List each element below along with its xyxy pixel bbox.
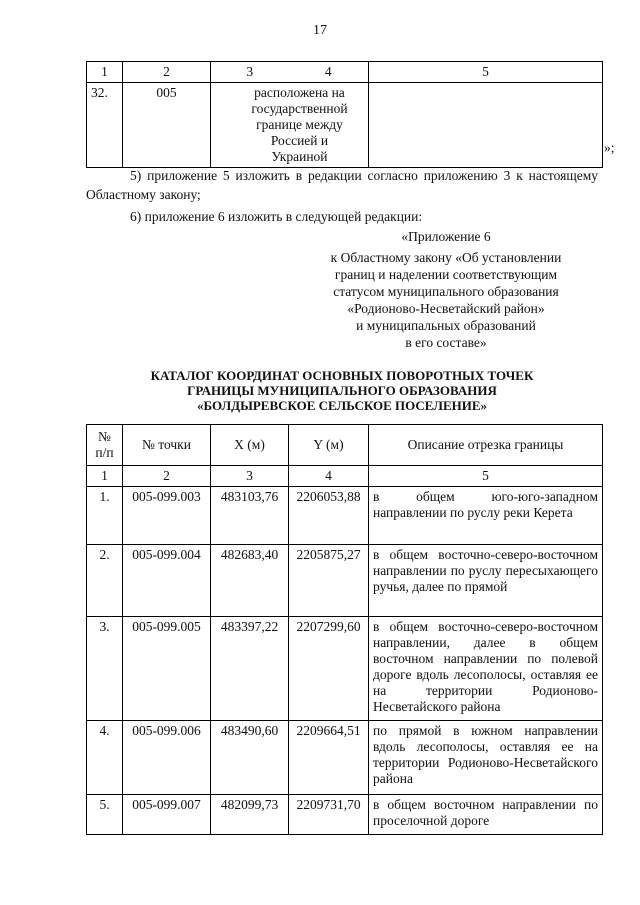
paragraph-6: 6) приложение 6 изложить в следующей редакции: bbox=[130, 209, 423, 224]
table-cell: 483103,76 bbox=[211, 487, 289, 545]
table-cell: 2209731,70 bbox=[289, 795, 369, 835]
coordinates-table bbox=[86, 424, 603, 835]
table-cell: 005 bbox=[123, 83, 211, 168]
table-row bbox=[87, 721, 603, 795]
appendix-line: в его составе» bbox=[405, 335, 487, 350]
table-cell: 1 bbox=[87, 466, 123, 487]
table-cell: 005-099.004 bbox=[123, 545, 211, 617]
table-header-cell: 3 bbox=[211, 62, 289, 83]
table-header-row bbox=[87, 425, 603, 466]
table-cell: по прямой в южном направлении вдоль лесополосы, оставляя ее на территории Родионово-Несветайского района bbox=[369, 721, 603, 795]
heading-line: ГРАНИЦЫ МУНИЦИПАЛЬНОГО ОБРАЗОВАНИЯ bbox=[187, 383, 497, 398]
table-cell: 482683,40 bbox=[211, 545, 289, 617]
table-header-cell: 2 bbox=[123, 62, 211, 83]
table-header-cell: 5 bbox=[369, 62, 603, 83]
table-header-cell: 4 bbox=[289, 62, 369, 83]
appendix-title: «Приложение 6 bbox=[401, 229, 491, 244]
appendix-line: «Родионово-Несветайский район» bbox=[347, 301, 545, 316]
appendix-header bbox=[306, 228, 586, 351]
table-cell: в общем восточно-северо-восточном направлении по руслу пересыхающего ручья, далее по прямой bbox=[369, 545, 603, 617]
table-cell: 3. bbox=[87, 617, 123, 721]
table-cell: 2205875,27 bbox=[289, 545, 369, 617]
table-cell: 32. bbox=[87, 83, 123, 168]
page-number: 17 bbox=[313, 23, 327, 38]
table-row bbox=[87, 83, 603, 168]
table-cell: в общем юго-юго-западном направлении по руслу реки Керета bbox=[369, 487, 603, 545]
table-cell: 4. bbox=[87, 721, 123, 795]
table-cell: в общем восточном направлении по проселочной дороге bbox=[369, 795, 603, 835]
table-cell: 2207299,60 bbox=[289, 617, 369, 721]
table-row bbox=[87, 795, 603, 835]
table-header-cell: 1 bbox=[87, 62, 123, 83]
table-cell: 005-099.003 bbox=[123, 487, 211, 545]
catalog-heading bbox=[86, 368, 598, 413]
table-cell: 2206053,88 bbox=[289, 487, 369, 545]
table-cell: 005-099.006 bbox=[123, 721, 211, 795]
previous-table-continuation bbox=[86, 61, 603, 168]
table-header-cell: № п/п bbox=[87, 425, 123, 466]
table-cell: 4 bbox=[289, 466, 369, 487]
appendix-line: границ и наделении соответствующим bbox=[334, 267, 558, 282]
table-cell: 005-099.005 bbox=[123, 617, 211, 721]
table-header-cell: № точки bbox=[123, 425, 211, 466]
table-cell: 483490,60 bbox=[211, 721, 289, 795]
table-header-cell: X (м) bbox=[211, 425, 289, 466]
table-cell: 2. bbox=[87, 545, 123, 617]
table-cell: 482099,73 bbox=[211, 795, 289, 835]
heading-line: КАТАЛОГ КООРДИНАТ ОСНОВНЫХ ПОВОРОТНЫХ ТОЧЕК bbox=[150, 368, 534, 383]
table-cell: 483397,22 bbox=[211, 617, 289, 721]
column-number-row bbox=[87, 466, 603, 487]
appendix-line: статусом муниципального образования bbox=[333, 284, 559, 299]
appendix-line: и муниципальных образований bbox=[356, 318, 536, 333]
table-cell: в общем восточно-северо-восточном направлении, далее в общем восточном направлении по полевой дороге вдоль лесополосы, оставляя ее на территории Родионово-Несветайского района bbox=[369, 617, 603, 721]
table-cell bbox=[369, 83, 603, 168]
heading-line: «БОЛДЫРЕВСКОЕ СЕЛЬСКОЕ ПОСЕЛЕНИЕ» bbox=[196, 398, 488, 413]
table-cell: 5 bbox=[369, 466, 603, 487]
table-cell: 5. bbox=[87, 795, 123, 835]
table-cell: расположена на государственной границе между Россией и Украиной bbox=[211, 83, 369, 168]
table-cell: 3 bbox=[211, 466, 289, 487]
table-cell: 005-099.007 bbox=[123, 795, 211, 835]
table-row bbox=[87, 487, 603, 545]
closing-quote: »; bbox=[604, 140, 615, 155]
table-header-cell: Описание отрезка границы bbox=[369, 425, 603, 466]
table-cell: 2 bbox=[123, 466, 211, 487]
table-cell: 1. bbox=[87, 487, 123, 545]
paragraph-5: 5) приложение 5 изложить в редакции согласно приложению 3 к настоящему Областному закону; bbox=[86, 168, 598, 202]
table-header-row bbox=[87, 62, 603, 83]
table-header-cell: Y (м) bbox=[289, 425, 369, 466]
table-cell: 2209664,51 bbox=[289, 721, 369, 795]
table-row bbox=[87, 617, 603, 721]
table-row bbox=[87, 545, 603, 617]
appendix-line: к Областному закону «Об установлении bbox=[330, 250, 562, 265]
